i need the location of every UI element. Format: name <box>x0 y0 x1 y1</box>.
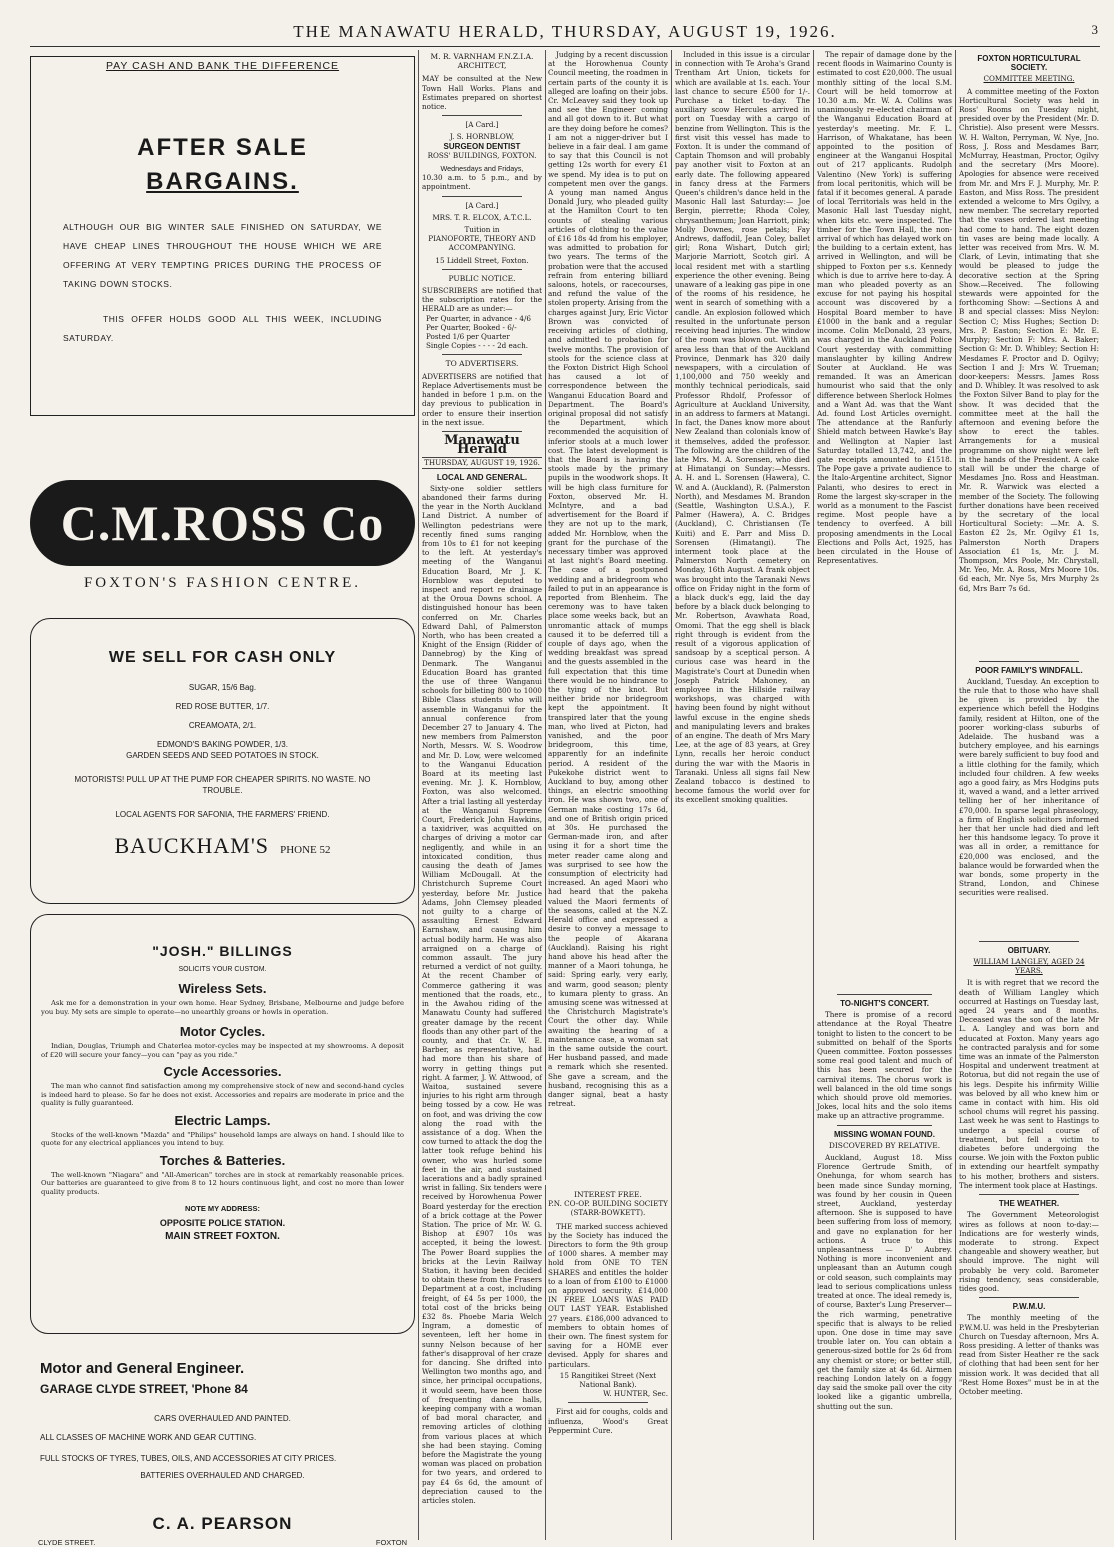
elcox-line-2: PIANOFORTE, THEORY AND ACCOMPANYING. <box>428 234 536 253</box>
ad-ross <box>30 480 415 608</box>
hornblow-text: 10.30 a.m. to 5 p.m., and by appointment. <box>422 173 542 192</box>
rate-1: Per Quarter, in advance - 4/6 <box>426 313 532 323</box>
pearson-line-3: FULL STOCKS OF TYRES, TUBES, OILS, AND ACCESSORIES AT CITY PRICES. <box>40 1454 337 1463</box>
advertisers-text: ADVERTISERS are notified that Replace Advertisements must be handed in before 1 p.m. on the day previous to publication in order to ensure their insertion in the next issue. <box>422 371 542 427</box>
elcox-address: 15 Liddell Street, Foxton. <box>435 255 529 265</box>
column-3-text: Judging by a recent discussion at the Horowhenua County Council meeting, the roadmen in certain parts of the county it is alleged are loafing on their jobs. Cr. McLeavey said they took up and see the Engineer coming and all got down to it. But what are they doing before he comes? I am not a nigger-driver but I believe in a fair deal. I am game to say that this Council is not getting 12s worth for every £1 we spend. My idea is to put on competent men over the gangs. A young man named Angus Donald Jury, who pleaded guilty at the Hamilton Court to ten counts of stealing various articles of clothing to the value of £16 18s 4d from his employer, was admitted to probation for two years. The terms of the probation were that the accused refrain from entering billiard saloons, hotels, or racecourses, and refund the value of the stolen property. Arising from the charges against Jury, Eric Victor Brown was convicted of receiving articles of clothing, and admitted to probation for twelve months. The provision of stools for the science class at the Foxton District High School has caused a lot of correspondence between the Wanganui Education Board and Department. The Board's original proposal did not satisfy the Department, which recommended the acquisition of inferior stools at a much lower cost. The latest development is that the Board is having the stools made by the primary pupils in the woodwork shops. It will be high class furniture for Foxton, observed Mr. H. McIntyre, and a bad advertisement for the Board if they are not up to the mark, added Mr. Hornblow, when the grant for the purchase of the necessary timber was approved at last night's Board meeting. The case of a postponed wedding and a bridegroom who failed to put in an appearance is reported from Blenheim. The ceremony was to have taken place some weeks back, but an unromantic attack of mumps caused it to be deferred till a couple of days ago, when the wedding breakfast was spread and the guests assembled in the full expectation that this time there would be no hindrance to the tying of the knot. But neither bride nor bridegroom kept the appointment. It transpired later that the young man, who lived at Picton, had vanished, and the poor bridegroom, this time, apparently for an indefinite period. A resident of the Pukekohe district went to Auckland to buy, among other things, an electric smoothing iron. He was shown two, one of German make costing 17s 6d, and one of British origin priced at 30s. He purchased the German-made iron, and after using it for a short time the meter reader came along and was surprised to see how the consumption of electricity had increased. An aged Maori who had heard that the pakeha valued the Maori ferments of the seasons, called at the N.Z. Herald office and expressed a desire to convey a message to the people of Akarana (Auckland). Raising his right hand above his head after the manner of a Maori tohunga, he said: Spring early, very early, and warm, good season; plenty to kumara plenty to grass. An amusing scene was witnessed at the Christchurch Magistrate's Court the other day. While awaiting the hearing of a maintenance case, a woman sat in the same outside the court. Her husband passed, and made a remark which she resented. She gave a scream, and the husband, recognising this as a danger signal, beat a hasty retreat. <box>548 50 668 1109</box>
obituary-subheading: WILLIAM LANGLEY, AGED 24 YEARS. <box>973 957 1085 976</box>
column-rule <box>813 50 814 1540</box>
hornblow-title: SURGEON DENTIST <box>443 141 521 151</box>
issue-date: THURSDAY, AUGUST 19, 1926. <box>422 457 542 468</box>
column-4 <box>675 50 810 1540</box>
billings-electric-heading: Electric Lamps. <box>174 1112 271 1128</box>
obituary-heading: OBITUARY. <box>1007 945 1051 955</box>
interest-heading: INTEREST FREE. <box>574 1190 642 1199</box>
ad-pay-cash-footer: THIS OFFER HOLDS GOOD ALL THIS WEEK, INCLUDING SATURDAY. <box>63 314 382 343</box>
ad-bauckham <box>30 618 415 904</box>
subscribers-text: SUBSCRIBERS are notified that the subscription rates for the HERALD are as under:— <box>422 286 542 314</box>
hornblow-address: ROSS' BUILDINGS, FOXTON. <box>427 150 537 160</box>
billings-cycle-heading: Cycle Accessories. <box>163 1064 282 1079</box>
ad-billings <box>30 914 415 1334</box>
hornblow-name: J. S. HORNBLOW, <box>449 132 515 142</box>
bauckham-line-2: RED ROSE BUTTER, 1/7. <box>175 702 270 711</box>
pearson-line-4: BATTERIES OVERHAULED AND CHARGED. <box>140 1471 305 1480</box>
column-rule <box>418 50 419 1540</box>
bauckham-phone: PHONE 52 <box>280 844 331 856</box>
pwmu-text: The monthly meeting of the P.W.M.U. was held in the Presbyterian Church on Tuesday afternoon, Mrs A. Ross presiding. A letter of thanks was read from Sister Heather re the sack of clothing that had been sent for her mission work. It was decided that all "Rest Home Boxes" must be in at the October meeting. <box>959 1313 1099 1396</box>
poor-family-heading: POOR FAMILY'S WINDFALL. <box>975 665 1083 675</box>
billings-cycle-text: The man who cannot find satisfaction among my comprehensive stock of new and second-hand cycles is indeed hard to please. So far he does not exist. Accessories and repairs are moderate in price and the quality is fully guaranteed. <box>41 1082 404 1107</box>
column-3 <box>548 50 668 1185</box>
elcox-name: MRS. T. R. ELCOX, A.T.C.L. <box>432 212 532 222</box>
weather-text: The Government Meteorologist wires as follows at noon to-day:— Indications are for westerly winds, moderate to strong. Expect changeable and showery weather, but should improve. The night will probably be very cold. Barometer rising tendency, seas considerable, tides good. <box>959 1210 1099 1293</box>
pearson-town: FOXTON <box>375 1538 407 1547</box>
advertisers-heading: TO ADVERTISERS. <box>445 359 519 369</box>
billings-electric-text: Stocks of the well-known "Mazda" and "Philips" household lamps are always on hand. I should like to quote for any electrical appliances you intend to buy. <box>41 1130 404 1147</box>
bauckham-title: WE SELL FOR CASH ONLY <box>108 649 337 666</box>
billings-note: NOTE MY ADDRESS: <box>184 1204 260 1213</box>
card-1: [A Card.] <box>465 120 499 130</box>
pearson-line-1: CARS OVERHAULED AND PAINTED. <box>154 1414 291 1423</box>
local-general-text: Sixty-one soldier settlers abandoned their farms during the year in the North Auckland Land District. A number of Wellington pedestrians were recently fined sums ranging from 10s to £1 for not keeping to the left. At yesterday's meeting of the Wanganui Education Board, Mr J. K. Hornblow was deputed to inspect and report re drainage at the Oroua Downs school. A distinguished honour has been conferred on Mr. Charles Edward Dahl, of Palmerston North, who has been created a Knight of the Ensign (Ridder of Dannebrog) by the King of Denmark. The Wanganui Education Board has granted the use of three Wanganui schools for billeting 800 to 1000 Bible Class students who will assemble in Wanganui for the annual conference from December 27 to January 4. The new members from Palmerston North, Messrs. W. S. Woodrow and Mr. D. Low, were welcomed to the Wanganui Education Board at its meeting last evening. Mr. J. K. Hornblow, Foxton, was also welcomed. After a trial lasting all yesterday at the Wanganui Supreme Court, Frederick John Hawkins, a taxidriver, was acquitted on charges of driving a motor car negligently, and while in an intoxicated condition, thus causing the death of James William McDougall. At the Christchurch Supreme Court yesterday, before Mr. Justice Adams, John Clemsey pleaded not guilty to a charge of assaulting Ernest Edward Earnshaw, and causing him actual bodily harm. He was also arraigned on a charge of common assault. The jury returned a verdict of not guilty. At the recent Chamber of Commerce gathering it was mentioned that the roads, etc., in the Awahou riding of the Manawatu County had suffered greater damage by the recent floods than any other part of the county, and that Cr. W. E. Barber, as representative, had had more than his share of worry in getting things put right. A farmer, J. W. Attwood, of Waitoa, sustained severe injuries to his right arm through being tossed by a cow. He was on foot, and was driving the cow along the road with the assistance of a dog. When the cow turned to attack the dog the latter took refuge behind his owner, who was hurled some feet in the air, and sustained lacerations and a badly sprained wrist in falling. Six tenders were received by Horowhenua Power Board yesterday for the erection of a brick cottage at the Power Station. The price of Mr. W. G. Bishop at £907 10s was accepted, it being the lowest. The Power Board supplies the bricks at the Levin Railway Station, it having been decided to obtain these from the Frasers Department at a cost, including freight, of £4 5s per 1000, the total cost of the bricks being £32 8s. Phoebe Maria Welch Ingram, a domestic of seventeen, left her home in sunny Nelson because of her father's disapproval of her craze for dancing. She drifted into Wellington two months ago, and since, her principal occupations, it would seem, have been those of frequenting dance halls, keeping company with a woman of bad moral character, and removing articles of clothing from various places at which she had been staying. Coming before the Magistrate the young woman was placed on probation for two years, and ordered to pay £4 6s 6d, the amount of depreciation caused to the articles stolen. <box>422 483 542 1506</box>
bauckham-name: BAUCKHAM'S <box>114 833 270 858</box>
bauckham-line-4: EDMOND'S BAKING POWDER, 1/3. <box>157 740 288 749</box>
billings-torches-text: The well-known "Niagara" and "All-American" torches are in stock at remarkably reasonable prices. Our batteries are guaranteed to give from 8 to 12 hours continuous light, and cost no more than lower quality products. <box>41 1170 404 1196</box>
card-2: [A Card.] <box>465 200 499 210</box>
concert-text: There is promise of a record attendance at the Royal Theatre tonight to listen to the concert to be submitted on behalf of the Sports Queen committee. Foxton possesses some real good talent and much of this has been secured for the carnival items. The chorus work is well balanced in the old time songs which should prove old memories. Jokes, local hits and the solo items make up an attractive programme. <box>817 1010 952 1121</box>
column-rule <box>671 50 672 1540</box>
ad-pay-cash-title2: BARGAINS. <box>146 168 299 195</box>
ross-tagline: FOXTON'S FASHION CENTRE. <box>83 575 362 591</box>
column-rule <box>545 1185 546 1540</box>
ad-pay-cash-body: ALTHOUGH OUR BIG WINTER SALE FINISHED ON SATURDAY, WE HAVE CHEAP LINES THROUGHOUT THE HOUSE WHICH WE ARE OFFERING AT VERY TEMPTING PRICES DURING THE PROCESS OF TAKING DOWN STOCKS. <box>63 222 382 289</box>
column-rule <box>955 50 956 1540</box>
varnham-title: ARCHITECT, <box>457 61 507 71</box>
local-general-heading: LOCAL AND GENERAL. <box>436 472 528 482</box>
elcox-line-1: Tuition in <box>464 225 500 235</box>
bauckham-agents: LOCAL AGENTS FOR SAFONIA, THE FARMERS' FRIEND. <box>115 810 330 819</box>
billings-wireless-heading: Wireless Sets. <box>178 981 267 996</box>
varnham-name: M. R. VARNHAM F.N.Z.I.A. <box>430 52 534 61</box>
missing-text: Auckland, August 18. Miss Florence Gertrude Smith, of Onehunga, for whom search has been made since Sunday morning, was found by her cousin in Queen street, Auckland, yesterday afternoon. She is supposed to have been suffering from loss of memory, and gave no explanation for her actions. A truce to this unpleasantness — D' Aubrey. Nothing is more inconvenient and unpleasant than an Autumn cough or cold season, such complaints may lead to serious complications unless treated at once. The ideal remedy is, of course, Baxter's Lung Preserver—the rich warming, penetrative specific that is always to be relied upon. One dose in time may save trouble later on. You can obtain a generous-sized bottle for 2s 6d from any chemist or store; or better still, get the family size at 4s 6d. Airmen reaching London lately on a foggy day said the smoke pall over the city looked like a gigantic umbrella, shutting out the sun. <box>817 1153 952 1411</box>
pearson-street: CLYDE STREET. <box>38 1538 96 1547</box>
billings-addr2: MAIN STREET FOXTON. <box>165 1231 280 1242</box>
interest-address: 15 Rangitikei Street (Next National Bank). <box>559 1370 657 1390</box>
bauckham-motorists: MOTORISTS! PULL UP AT THE PUMP FOR CHEAPER SPIRITS. NO WASTE. NO TROUBLE. <box>74 775 371 795</box>
pearson-title: Motor and General Engineer. <box>40 1360 245 1377</box>
rate-2: Per Quarter, Booked - 6/- <box>426 322 517 332</box>
poor-family-text: Auckland, Tuesday. An exception to the rule that to those who have shall be given is provided by the experience which befell the Hodgins family, resident at Hilton, one of the poorer working-class suburbs of Adelaide. The husband was a butchery employee, and his earnings were barely sufficient to buy food and a little clothing for the family, which included four children. A few weeks ago a good fairy, as Mrs Hodgins puts it, waved a wand, and a letter arrived telling her of her inheritance of £70,000. In sparse legal phraseology, a firm of English solicitors informed her that her uncle had died and left her this handsome legacy. To prove it was all in order, a remittance for £20,000 was enclosed, and the balance would be forwarded when the war bonds, some property in the Strand, London, and Chinese securities were realised. <box>959 676 1099 898</box>
column-4-text: Included in this issue is a circular in connection with Te Aroha's Grand Trentham Art Union, tickets for which are available at 1s. each. Your last chance to secure £500 for 1/-. Purchase a ticket to-day. The auxiliary scow Hercules arrived in port on Tuesday with a cargo of benzine from Wellington. This is the first visit this vessel has made to Foxton. It is under the command of Captain Thomson and will probably pay another visit to Foxton at an early date. The following appeared in fancy dress at the Farmers Queen's children's dance held in the Masonic Hall last Saturday:— Joe Bergin, pierrette; Rhoda Coley, chrysanthemum; Joan Harriott, pink; Molly Downes, rose petals; Fay Andrews, daffodil, Jean Coley, ballet girl; Rona Wishart, Dutch girl; Marjorie Marriott, Scotch girl. A local resident met with a startling experience the other evening. Being unaware of a leaking gas pipe in one of the rooms of his residence, he went in search of something with a candle. An explosion followed which resulted in the unfortunate person receiving head injuries. The window of the room was blown out. With an area less than that of the Auckland Province, Denmark has 320 daily newspapers, with a circulation of 1,100,000 and 750 weekly and monthly technical periodicals, said Professor Rhdolf, Professor of Agriculture at Auckland University, in an address to farmers at Matangi. In fact, the Danes know more about New Zealand than colonials know of it themselves, added the professor. The following are the children of the late Mrs. M. A. Sorensen, who died at Himatangi on Sunday:—Messrs. A. H. and L. Sorensen (Hawera), C. W. and A. (Auckland), R. (Palmerston North), and Mesdames M. Brandon (Seattle, Washington U.S.A.), F. Palmer (Hawera), A. C. Bridges (Auckland), C. Christiansen (Te Kuiti) and E. Parr and Miss D. Sorensen (Himatangi). The interment took place at the Palmerston North cemetery on Monday, 16th August. A frank object was brought into the Taranaki News office on Friday night in the form of a black duck's egg, laid the day before by a black duck belonging to Mr. Robertson, Avawhata Road, Omomi. That the egg shell is black right through is evident from the result of a vigorous application of sandsoap by a sceptical person. A curious case was heard in the Magistrate's Court at Dunedin when Joseph Patrick Mahoney, an employee in the Hillside railway workshops, was charged with having been found by night without lawful excuse in the engine sheds and manipulating levers and brakes of an engine. The death of Mrs Mary Lee, at the age of 83 years, at Grey Lynn, recalls her heroic conduct during the war with the Maoris in Taranaki. Unless all signs fail New Zealand tobacco is destined to become famous the world over for its excellent smoking qualities. <box>675 50 810 805</box>
ross-logo-text: C.M.ROSS Co <box>60 495 385 551</box>
pearson-garage: GARAGE CLYDE STREET, 'Phone 84 <box>40 1382 248 1396</box>
rate-3: Posted 1/6 per Quarter <box>426 332 510 342</box>
ad-pearson <box>30 1344 415 1534</box>
ad-pay-cash-banner: PAY CASH AND BANK THE DIFFERENCE <box>105 60 340 72</box>
ad-column <box>30 50 415 1547</box>
column-5 <box>817 50 952 1540</box>
interest-free <box>548 1190 668 1540</box>
column-rule <box>545 50 546 1180</box>
pwmu-heading: P.W.M.U. <box>1012 1302 1046 1312</box>
missing-subheading: DISCOVERED BY RELATIVE. <box>828 1140 941 1150</box>
missing-heading: MISSING WOMAN FOUND. <box>834 1129 935 1139</box>
column-2 <box>422 50 542 1540</box>
hort-text: A committee meeting of the Foxton Horticultural Society was held in Ross' Rooms on Tuesday night, presided over by the President (Mr. D. Christie). Also present were Messrs. W. H. Walton, Perryman, W. Nye, Jno. Ross, J. Ross and Mesdames Barr, McMurray, Heastman, Proctor, Ogilvy and the secretary (Mrs Moore). Apologies for absence were received from Mr. and Mrs F. J. Murphy, Mr. P. Easton, and Miss Ross. The president extended a welcome to Mrs Ogilvy, a new member. The secretary reported that the vases ordered last meeting had come to hand. The eight dozen tin vases are being made locally. A letter was received from Mrs. W. M. Clark, of Levin, intimating that she would be pleased to judge the decorative section at the Spring Show.—Received. The following stewards were appointed for the forthcoming Show: —Sections A and B and special classes: Miss Neylon: Section C; Miss Hughes; Section D: Mrs. P. Easton; Section E: Mr. E. Murphy; Section F: Mrs. A. Baker; Section G: Mr. D. Whibley; Section H: Mesdames F. Proctor and D. Ogilvy; Section I and J: Mrs W. Trueman; door-keepers: Messrs. James Ross and D. Whibley. It was resolved to ask the Foxton Silver Band to play for the show. It was decided that the committee meet at the hall the afternoon and evening before the show to erect the tables. Arrangements for a musical programme on show night were left in the hands of the President. A cake stall will be under the charge of Mesdames Jno. Ross and Heastman. Mr. R. Warwick was elected a member of the Society. The following further donations have been received by the secretary of the local Horticultural Society: —Mr. A. S. Easton £2 2s, Mr. Ogilvy £1 1s, Palmerston North Drapers Association £1 1s, Mr. J. M. Thompson, Mrs Poole, Mr. Chrystall, Mr. Yeo, Mr. A. Ross, Mrs Moore 10s. 6d each, Mr. Nye 5s, Mrs Murphy 2s 6d, Mrs Barr 7s 6d. <box>959 86 1099 593</box>
interest-secretary: W. HUNTER, Sec. <box>603 1389 668 1399</box>
pearson-name: C. A. PEARSON <box>152 1514 293 1533</box>
concert-heading: TO-NIGHT'S CONCERT. <box>840 999 929 1008</box>
billings-title: "JOSH." BILLINGS <box>152 943 293 959</box>
public-notice-heading: PUBLIC NOTICE. <box>448 273 516 283</box>
billings-addr1: OPPOSITE POLICE STATION. <box>159 1218 286 1228</box>
column-5-text: The repair of damage done by the recent floods in Waimarino County is estimated to cost £20,000. The usual monthly sitting of the local S.M. Court will be held tomorrow at 10.30 a.m. Mr. W. A. Collins was unanimously re-elected chairman of the Wanganui Education Board at yesterday's meeting. Mr. F. L. Harrison, of Whakatane, has been appointed to the position of engineer at the Wanganui Hospital out of 217 applicants. Rudolph Valentino (New York) is suffering from local peritonitis, which will be fatal if it becomes general. A parade of local Territorials was held in the Masonic Hall last Tuesday night, when kits etc. were inspected. The timber for the Town Hall, the non-arrival of which has delayed work on the building to a certain extent, has arrived in Wellington, and will be shipped to Foxton per s.s. Kennedy which is due to arrive here to-day. A man who pleaded poverty as an excuse for not paying his hospital account was discovered by a Hospital Board member to have £1000 in the bank and a regular income. Colin McDonald, 23 years, was charged in the Auckland Police Court yesterday with committing manslaughter by killing Andrew Souter at Auckland. He was remanded. It was an American humourist who said that the only difference between Sherlock Holmes and a Want Ad. was that the Want Ad. found Lost Articles overnight. The attendance at the Ranfurly Shield match between Hawke's Bay and Wellington at Napier last Saturday totalled 13,742, and the gate receipts amounted to £1518. The Pope gave a private audience to the Italo-Argentine architect, Signor Palanti, who desires to erect in Rome the largest sky-scraper in the world as a monument to the Fascist regime. Most people have a tendency to overfeed. A bill proposing amendments in the Local Elections and Polls Act, 1925, has been circulated in the House of Representatives. <box>817 50 952 566</box>
paper-name: Manawatu Herald <box>444 432 520 458</box>
varnham-text: MAY be consulted at the New Town Hall Works. Plans and Estimates prepared on shortest notice. <box>422 74 542 112</box>
weather-heading: THE WEATHER. <box>998 1199 1060 1209</box>
billings-motor-text: Indian, Douglas, Triumph and Chaterlea motor-cycles may be inspected at my showrooms. A deposit of £20 will secure your fancy—you can "pay as you ride." <box>41 1042 404 1059</box>
masthead-rule <box>30 46 1100 47</box>
bauckham-line-3: CREAMOATA, 2/1. <box>188 721 257 730</box>
first-aid: First aid for coughs, colds and influenza, Wood's Great Peppermint Cure. <box>548 1407 668 1435</box>
bauckham-line-1: SUGAR, 15/6 Bag. <box>188 683 257 692</box>
obituary-text: It is with regret that we record the death of William Langley which occurred at Hastings on Tuesday last, aged 24 years and 8 months. Deceased was the son of the late Mr L. A. Langley and was born and educated at Foxton. Many years ago he contracted paralysis and for some time was an inmate of the Palmerston Hospital and underwent treatment at Rotorua, but did not regain the use of his legs. Despite his infirmity Willie was beloved by all who knew him or came in contact with him. His old school chums will regret his passing. Last week he was sent to Hastings to undergo a special course of treatment, but fell a victim to diabetes before undergoing the course. We join with the Foxton public in extending our heartfelt sympathy to his mother, brothers and sisters. The interment took place at Hastings. <box>959 978 1099 1190</box>
interest-text: THE marked success achieved by the Society has induced the Directors to form the 9th group of 1000 shares. A member may hold from ONE TO TEN SHARES and entitles the holder to a loan of from £100 to £1000 on approved security. £14,000 IN FREE LOANS WAS PAID OUT LAST YEAR. Established 27 years. £186,000 advanced to members to obtain homes of their own. The finest system for saving for a HOME ever devised. Apply for shares and particulars. <box>548 1221 668 1369</box>
bauckham-line-5: GARDEN SEEDS AND SEED POTATOES IN STOCK. <box>126 751 319 760</box>
billings-wireless-text: Ask me for a demonstration in your own home. Hear Sydney, Brisbane, Melbourne and judge before you buy. My sets are simple to operate—no unearthly groans or howls in operation. <box>41 999 404 1016</box>
rate-4: Single Copies - - - - 2d each. <box>426 341 529 351</box>
column-6 <box>959 50 1099 1540</box>
ad-pay-cash <box>30 56 415 416</box>
billings-motor-heading: Motor Cycles. <box>179 1024 266 1039</box>
billings-torches-heading: Torches & Batteries. <box>159 1152 286 1168</box>
pearson-line-2: ALL CLASSES OF MACHINE WORK AND GEAR CUTTING. <box>40 1433 257 1442</box>
hort-subheading: COMMITTEE MEETING. <box>983 74 1075 84</box>
page-number: 3 <box>1091 22 1098 37</box>
hornblow-days: Wednesdays and Fridays, <box>440 164 524 174</box>
ross-logo <box>30 480 415 566</box>
billings-subtitle: SOLICITS YOUR CUSTOM. <box>178 966 267 973</box>
ad-pay-cash-title1: AFTER SALE <box>137 134 308 161</box>
hort-heading: FOXTON HORTICULTURAL SOCIETY. <box>977 54 1081 73</box>
masthead: THE MANAWATU HERALD, THURSDAY, AUGUST 19, 1926. <box>293 22 837 41</box>
interest-subheading: P.N. CO-OP. BUILDING SOCIETY (STARR-BOWKETT). <box>548 1199 668 1218</box>
